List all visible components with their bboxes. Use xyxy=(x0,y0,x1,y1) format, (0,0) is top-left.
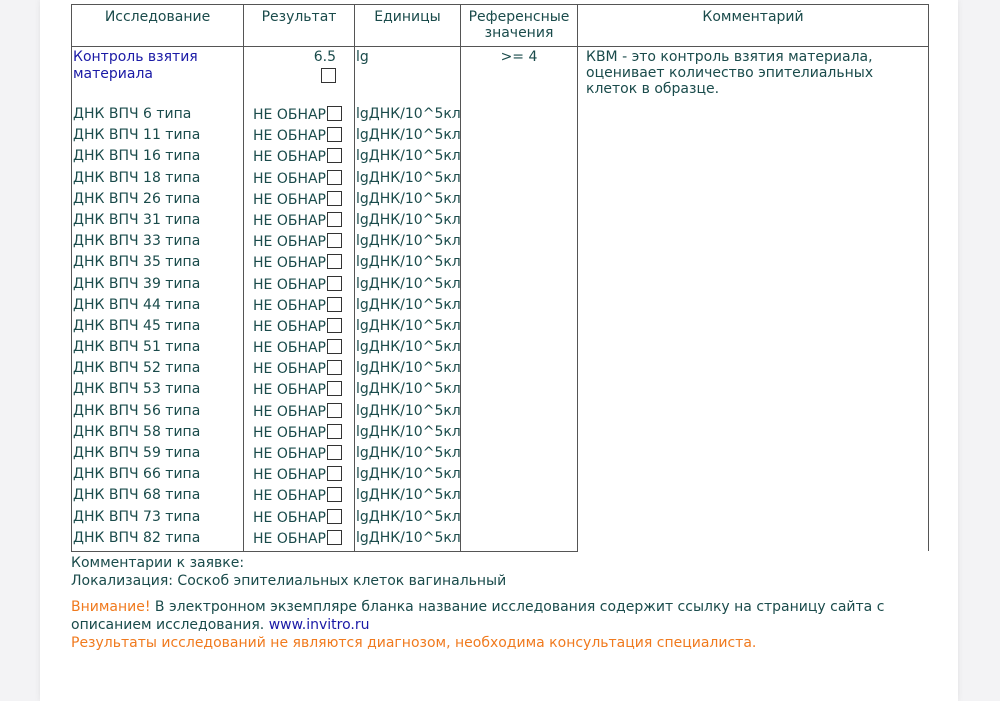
result-cell xyxy=(244,170,355,191)
reference-cell xyxy=(461,466,578,487)
result-value: НЕ ОБНАР xyxy=(253,212,326,229)
result-value: НЕ ОБНАР xyxy=(253,255,326,272)
table-header-row xyxy=(72,5,929,47)
reference-cell xyxy=(461,424,578,445)
units-cell: lgДНК/10^5кл xyxy=(355,233,461,254)
result-value: НЕ ОБНАР xyxy=(253,530,326,547)
result-cell xyxy=(244,233,355,254)
units-cell: lgДНК/10^5кл xyxy=(355,127,461,148)
result-checkbox[interactable] xyxy=(327,254,342,269)
result-value: НЕ ОБНАР xyxy=(253,107,326,123)
test-name-cell: ДНК ВПЧ 11 типа xyxy=(72,127,244,148)
result-checkbox[interactable] xyxy=(327,381,342,396)
result-checkbox[interactable] xyxy=(327,297,342,312)
result-cell xyxy=(244,191,355,212)
result-value: НЕ ОБНАР xyxy=(253,446,326,462)
result-value: НЕ ОБНАР xyxy=(253,318,326,335)
result-value: НЕ ОБНАР xyxy=(253,191,326,208)
reference-cell xyxy=(461,127,578,148)
result-checkbox[interactable] xyxy=(327,191,342,206)
header-units: Единицы xyxy=(355,5,461,47)
result-checkbox[interactable] xyxy=(327,170,342,185)
result-checkbox[interactable] xyxy=(327,403,342,418)
result-value: НЕ ОБНАР xyxy=(253,340,326,357)
units-cell: lgДНК/10^5кл xyxy=(355,466,461,487)
test-name-cell: ДНК ВПЧ 51 типа xyxy=(72,339,244,360)
result-value: НЕ ОБНАР xyxy=(253,149,326,166)
test-name-cell: ДНК ВПЧ 16 типа xyxy=(72,148,244,169)
reference-cell xyxy=(461,212,578,233)
test-name-cell: ДНК ВПЧ 56 типа xyxy=(72,403,244,424)
result-cell xyxy=(244,487,355,508)
result-value: 6.5 xyxy=(313,49,336,65)
result-cell xyxy=(244,318,355,339)
result-checkbox[interactable] xyxy=(327,148,342,163)
header-reference: Референсные значения xyxy=(461,5,578,47)
reference-cell xyxy=(461,318,578,339)
result-cell xyxy=(244,509,355,530)
result-value: НЕ ОБНАР xyxy=(253,170,326,187)
result-checkbox[interactable] xyxy=(327,466,342,481)
units-cell: lgДНК/10^5кл xyxy=(355,424,461,445)
test-name-cell: ДНК ВПЧ 18 типа xyxy=(72,170,244,191)
result-value: НЕ ОБНАР xyxy=(253,297,326,314)
result-cell xyxy=(244,212,355,233)
result-value: НЕ ОБНАР xyxy=(253,509,326,526)
reference-cell xyxy=(461,170,578,191)
reference-cell xyxy=(461,191,578,212)
reference-cell xyxy=(461,445,578,466)
units-cell: lgДНК/10^5кл xyxy=(355,106,461,127)
result-checkbox[interactable] xyxy=(327,509,342,524)
test-name-cell: ДНК ВПЧ 53 типа xyxy=(72,381,244,402)
disclaimer-text: Результаты исследований не являются диагнозом, необходима консультация специалиста. xyxy=(71,635,757,651)
result-checkbox[interactable] xyxy=(327,530,342,545)
reference-cell xyxy=(461,106,578,127)
result-checkbox[interactable] xyxy=(327,445,342,460)
result-cell xyxy=(244,339,355,360)
test-name-cell: ДНК ВПЧ 82 типа xyxy=(72,530,244,552)
test-name-cell: ДНК ВПЧ 52 типа xyxy=(72,360,244,381)
units-cell: lgДНК/10^5кл xyxy=(355,170,461,191)
result-value: НЕ ОБНАР xyxy=(253,361,326,378)
result-checkbox[interactable] xyxy=(321,68,336,83)
reference-cell xyxy=(461,276,578,297)
test-name-cell: ДНК ВПЧ 68 типа xyxy=(72,487,244,508)
test-name-cell: ДНК ВПЧ 35 типа xyxy=(72,254,244,275)
result-cell xyxy=(244,381,355,402)
localization-text: Локализация: Соскоб эпителиальных клеток вагинальный xyxy=(71,573,507,589)
result-checkbox[interactable] xyxy=(327,360,342,375)
result-value: НЕ ОБНАР xyxy=(253,467,326,484)
results-page xyxy=(40,0,958,701)
result-cell xyxy=(244,424,355,445)
result-checkbox[interactable] xyxy=(327,339,342,354)
header-result: Результат xyxy=(244,5,355,47)
results-table xyxy=(71,4,929,552)
test-name-cell xyxy=(72,47,244,107)
test-name-cell: ДНК ВПЧ 73 типа xyxy=(72,509,244,530)
test-name-cell: ДНК ВПЧ 6 типа xyxy=(72,106,244,127)
result-checkbox[interactable] xyxy=(327,127,342,142)
test-name-cell: ДНК ВПЧ 39 типа xyxy=(72,276,244,297)
units-cell: lgДНК/10^5кл xyxy=(355,445,461,466)
reference-cell: >= 4 xyxy=(461,47,578,107)
comment-cell: КВМ - это контроль взятия материала, оценивает количество эпителиальных клеток в образце. xyxy=(578,47,929,552)
reference-cell xyxy=(461,360,578,381)
result-cell xyxy=(244,466,355,487)
reference-cell xyxy=(461,403,578,424)
result-cell xyxy=(244,47,355,107)
test-name-cell: ДНК ВПЧ 44 типа xyxy=(72,297,244,318)
result-checkbox[interactable] xyxy=(327,318,342,333)
result-value: НЕ ОБНАР xyxy=(253,488,326,505)
units-cell: lgДНК/10^5кл xyxy=(355,191,461,212)
units-cell: lgДНК/10^5кл xyxy=(355,509,461,530)
reference-cell xyxy=(461,487,578,508)
result-checkbox[interactable] xyxy=(327,106,342,121)
reference-cell xyxy=(461,530,578,552)
result-checkbox[interactable] xyxy=(327,424,342,439)
result-checkbox[interactable] xyxy=(327,233,342,248)
result-cell xyxy=(244,127,355,148)
result-cell xyxy=(244,276,355,297)
header-test: Исследование xyxy=(72,5,244,47)
units-cell: lgДНК/10^5кл xyxy=(355,254,461,275)
test-name-cell: ДНК ВПЧ 45 типа xyxy=(72,318,244,339)
result-checkbox[interactable] xyxy=(327,276,342,291)
warning-label: Внимание! xyxy=(71,599,151,615)
result-cell xyxy=(244,254,355,275)
reference-cell xyxy=(461,509,578,530)
result-value: НЕ ОБНАР xyxy=(253,424,326,441)
result-checkbox[interactable] xyxy=(327,212,342,227)
result-checkbox[interactable] xyxy=(327,487,342,502)
result-value: НЕ ОБНАР xyxy=(253,403,326,420)
test-name-cell: ДНК ВПЧ 31 типа xyxy=(72,212,244,233)
website-link[interactable]: www.invitro.ru xyxy=(268,617,370,633)
units-cell: lg xyxy=(355,47,461,107)
units-cell: lgДНК/10^5кл xyxy=(355,212,461,233)
comments-label: Комментарии к заявке: xyxy=(71,555,245,571)
test-name-cell: ДНК ВПЧ 66 типа xyxy=(72,466,244,487)
result-cell xyxy=(244,106,355,127)
result-cell xyxy=(244,297,355,318)
header-comment: Комментарий xyxy=(578,5,929,47)
warning-paragraph xyxy=(71,598,931,634)
reference-cell xyxy=(461,254,578,275)
result-cell xyxy=(244,403,355,424)
result-cell xyxy=(244,530,355,552)
test-name-cell: ДНК ВПЧ 58 типа xyxy=(72,424,244,445)
units-cell: lgДНК/10^5кл xyxy=(355,318,461,339)
result-value: НЕ ОБНАР xyxy=(253,234,326,251)
units-cell: lgДНК/10^5кл xyxy=(355,487,461,508)
units-cell: lgДНК/10^5кл xyxy=(355,530,461,552)
result-value: НЕ ОБНАР xyxy=(253,382,326,399)
result-value: НЕ ОБНАР xyxy=(253,128,326,145)
reference-cell xyxy=(461,339,578,360)
result-cell xyxy=(244,360,355,381)
reference-cell xyxy=(461,297,578,318)
units-cell: lgДНК/10^5кл xyxy=(355,381,461,402)
units-cell: lgДНК/10^5кл xyxy=(355,339,461,360)
units-cell: lgДНК/10^5кл xyxy=(355,276,461,297)
result-cell xyxy=(244,148,355,169)
units-cell: lgДНК/10^5кл xyxy=(355,403,461,424)
units-cell: lgДНК/10^5кл xyxy=(355,360,461,381)
test-link[interactable]: Контроль взятия материала xyxy=(73,49,198,82)
reference-cell xyxy=(461,233,578,254)
result-cell xyxy=(244,445,355,466)
units-cell: lgДНК/10^5кл xyxy=(355,148,461,169)
reference-cell xyxy=(461,381,578,402)
test-name-cell: ДНК ВПЧ 26 типа xyxy=(72,191,244,212)
warning-text: В электронном экземпляре бланка название исследования содержит ссылку на страницу сайта с описанием исследования. xyxy=(71,599,885,633)
footer-notes xyxy=(71,554,931,652)
reference-cell xyxy=(461,148,578,169)
test-name-cell: ДНК ВПЧ 33 типа xyxy=(72,233,244,254)
test-name-cell: ДНК ВПЧ 59 типа xyxy=(72,445,244,466)
result-value: НЕ ОБНАР xyxy=(253,276,326,293)
units-cell: lgДНК/10^5кл xyxy=(355,297,461,318)
table-row-control xyxy=(72,47,929,107)
